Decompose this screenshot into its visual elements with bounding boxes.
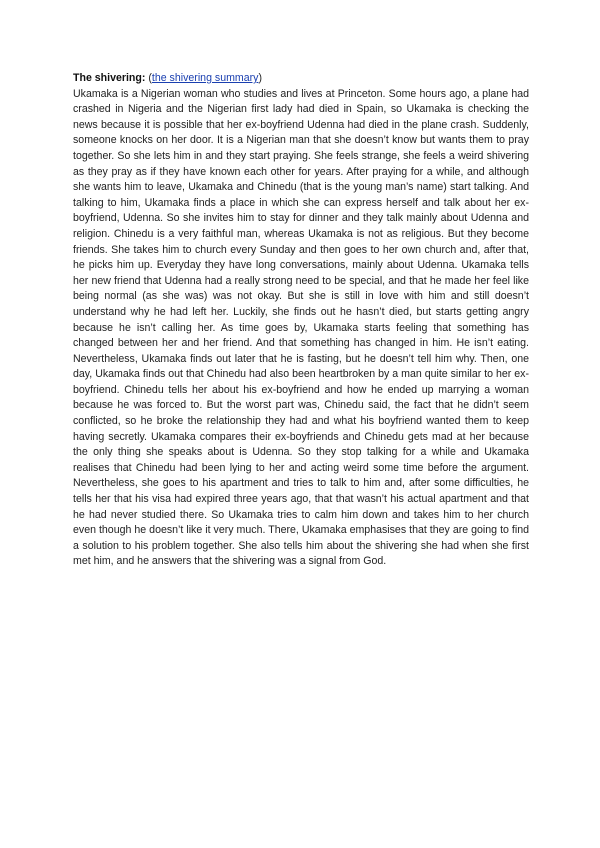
summary-link[interactable]: the shivering summary (151, 72, 259, 84)
document-content (73, 71, 529, 570)
body-paragraph: Ukamaka is a Nigerian woman who studies and lives at Princeton. Some hours ago, a plane had crashed in Nigeria and the Nigerian first lady had died in Spain, so Ukamaka is checking the news because it is possible that her ex-boyfriend Udenna had died in the plane crash. Suddenly, someone knocks on her door. It is a Nigerian man that she doesn’t know but wants them to pray together. So she lets him in and they start praying. She feels strange, she feels a weird shivering as they pray as if they have known each other for years. After praying for a while, and although she wants him to leave, Ukamaka and Chinedu (that is the young man’s name) start talking. And talking to him, Ukamaka finds a place in which she can express herself and talk about her ex-boyfriend, Udenna. So she invites him to stay for dinner and they talk mainly about Udenna and religion. Chinedu is a very faithful man, whereas Ukamaka is not as religious. But they become friends. She takes him to church every Sunday and then goes to her own church and, after that, he picks him up. Everyday they have long conversations, mainly about Udenna. Ukamaka tells her new friend that Udenna had a really strong need to be special, and that he made her feel like being normal (as she was) was not okay. But she is still in love with him and still doesn’t understand why he had left her. Luckily, she finds out he hasn’t died, but starts getting angry because he isn’t calling her. As time goes by, Ukamaka starts feeling that something has changed between her and her friend. And that something has changed in him. He isn’t eating. Nevertheless, Ukamaka finds out later that he is fasting, but he doesn’t tell him why. Then, one day, Ukamaka finds out that Chinedu had also been heartbroken by a man quite similar to her ex-boyfriend. Chinedu tells her about his ex-boyfriend and how he ended up marrying a woman because he was forced to. But the worst part was, Chinedu said, the fact that he didn’t seem conflicted, so he broke the relationship they had and what his boyfriend wanted them to keep having secretly. Ukamaka compares their ex-boyfriends and Chinedu gets mad at her because the only thing she speaks about is Udenna. So they stop talking for a while and Ukamaka realises that Chinedu had been lying to her and acting weird some time before the argument. Nevertheless, she goes to his apartment and tries to talk to him and, after some difficulties, he tells her that his visa had expired three years ago, that that wasn’t his actual apartment and that he had never studied there. So Ukamaka tries to calm him down and takes him to her church even though he doesn’t like it very much. There, Ukamaka emphasises that they are going to find a solution to his problem together. She also tells him about the shivering she had when she first met him, and he answers that the shivering was a signal from God. (73, 87, 529, 568)
document-title: The shivering: (73, 72, 146, 84)
link-open-paren: ( (148, 72, 152, 84)
link-close-paren: ) (258, 72, 262, 84)
heading-line (73, 71, 529, 87)
